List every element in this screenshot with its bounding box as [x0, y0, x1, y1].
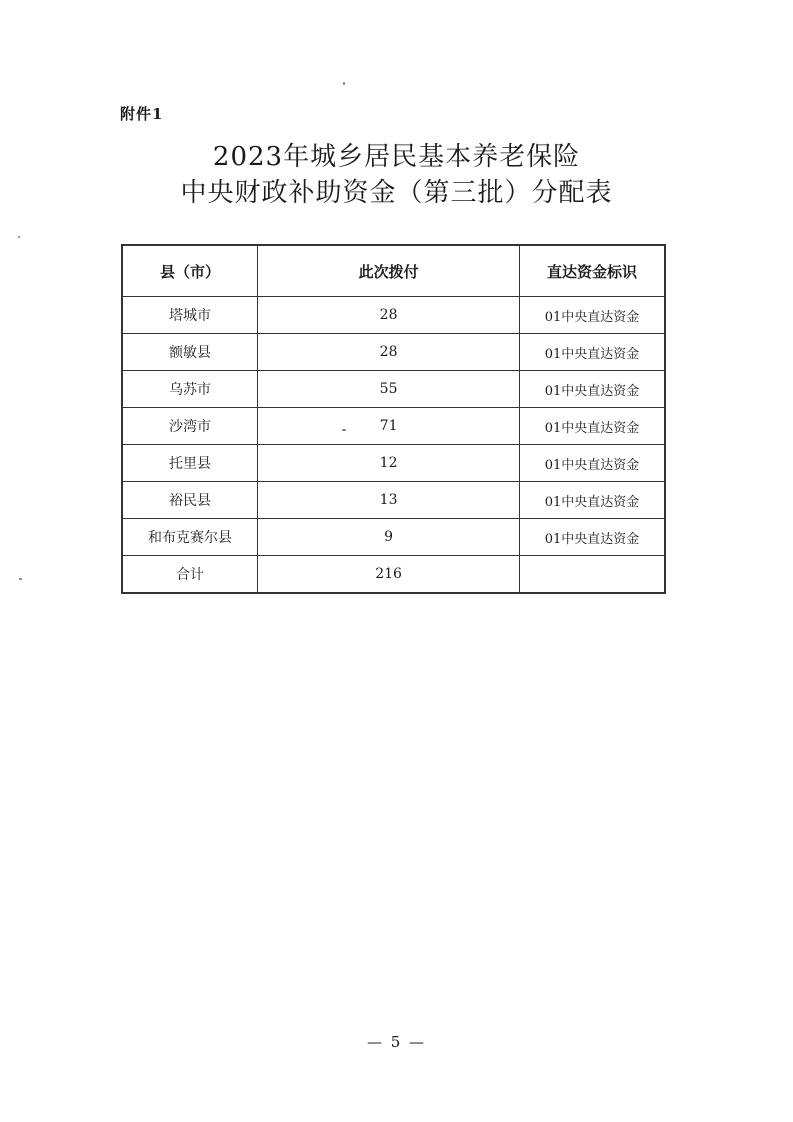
- table-row: [122, 334, 665, 371]
- amount-cell: 9: [258, 519, 520, 556]
- county-cell: 裕民县: [122, 482, 258, 519]
- county-cell: 乌苏市: [122, 371, 258, 408]
- amount-cell: 12: [258, 445, 520, 482]
- amount-cell: 28: [258, 334, 520, 371]
- scan-speck: [18, 236, 20, 238]
- county-cell: 额敏县: [122, 334, 258, 371]
- table-row: [122, 408, 665, 445]
- fund-mark-cell: 01中央直达资金: [520, 482, 665, 519]
- total-label-cell: 合计: [122, 556, 258, 594]
- attachment-label: 附件1: [120, 105, 164, 123]
- fund-mark-cell: 01中央直达资金: [520, 408, 665, 445]
- table-row: [122, 482, 665, 519]
- amount-cell: 55: [258, 371, 520, 408]
- header-county: 县（市）: [122, 245, 258, 297]
- scan-speck: [19, 578, 22, 580]
- fund-mark-cell: 01中央直达资金: [520, 445, 665, 482]
- scan-speck: [342, 429, 346, 431]
- county-cell: 托里县: [122, 445, 258, 482]
- scan-speck: [343, 82, 345, 85]
- fund-mark-cell: 01中央直达资金: [520, 334, 665, 371]
- page-number: — 5 —: [366, 1033, 427, 1051]
- table-row: [122, 445, 665, 482]
- county-cell: 沙湾市: [122, 408, 258, 445]
- table-total-row: [122, 556, 665, 594]
- header-fund-mark: 直达资金标识: [520, 245, 665, 297]
- document-title-line-1: 2023年城乡居民基本养老保险: [212, 142, 581, 172]
- total-mark-cell: [520, 556, 665, 594]
- fund-mark-cell: 01中央直达资金: [520, 371, 665, 408]
- header-amount: 此次拨付: [258, 245, 520, 297]
- fund-mark-cell: 01中央直达资金: [520, 519, 665, 556]
- total-amount-cell: 216: [258, 556, 520, 594]
- document-title-line-2: 中央财政补助资金（第三批）分配表: [180, 178, 613, 208]
- amount-cell: 71: [258, 408, 520, 445]
- table-header-row: [122, 245, 665, 297]
- county-cell: 和布克赛尔县: [122, 519, 258, 556]
- table-row: [122, 519, 665, 556]
- table-row: [122, 297, 665, 334]
- allocation-table: [121, 244, 666, 594]
- amount-cell: 28: [258, 297, 520, 334]
- county-cell: 塔城市: [122, 297, 258, 334]
- fund-mark-cell: 01中央直达资金: [520, 297, 665, 334]
- table-row: [122, 371, 665, 408]
- amount-cell: 13: [258, 482, 520, 519]
